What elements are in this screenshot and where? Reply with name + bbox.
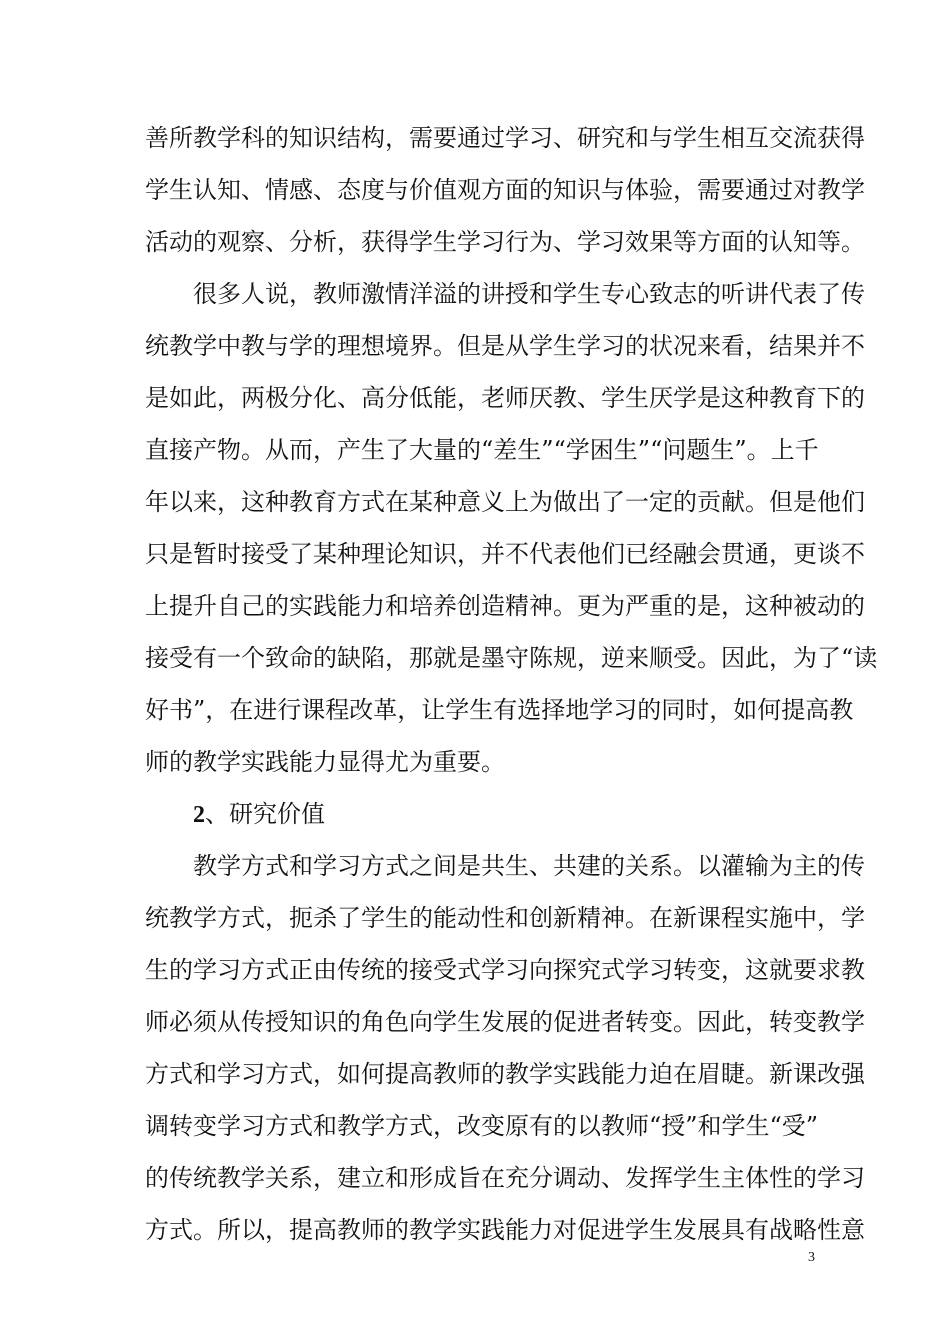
paragraph-line: 生的学习方式正由传统的接受式学习向探究式学习转变，这就要求教 <box>145 956 865 984</box>
paragraph-line: 调转变学习方式和教学方式，改变原有的以教师“授”和学生“受” <box>145 1112 819 1140</box>
paragraph-line: 方式和学习方式，如何提高教师的教学实践能力迫在眉睫。新课改强 <box>145 1060 865 1088</box>
paragraph-line: 年以来，这种教育方式在某种意义上为做出了一定的贡献。但是他们 <box>145 488 865 516</box>
paragraph-line: 好书”，在进行课程改革，让学生有选择地学习的同时，如何提高教 <box>145 696 854 724</box>
paragraph-line: 统教学中教与学的理想境界。但是从学生学习的状况来看，结果并不 <box>145 332 865 360</box>
paragraph-line: 师必须从传授知识的角色向学生发展的促进者转变。因此，转变教学 <box>145 1008 865 1036</box>
paragraph-line: 学生认知、情感、态度与价值观方面的知识与体验，需要通过对教学 <box>145 176 865 204</box>
section-heading <box>193 799 325 830</box>
paragraph-line: 上提升自己的实践能力和培养创造精神。更为严重的是，这种被动的 <box>145 592 865 620</box>
paragraph-line: 方式。所以，提高教师的教学实践能力对促进学生发展具有战略性意 <box>145 1216 865 1244</box>
paragraph-line: 统教学方式，扼杀了学生的能动性和创新精神。在新课程实施中，学 <box>145 904 865 932</box>
paragraph-line: 直接产物。从而，产生了大量的“差生”“学困生”“问题生”。上千 <box>145 436 819 464</box>
paragraph-line: 很多人说，教师激情洋溢的讲授和学生专心致志的听讲代表了传 <box>193 280 865 308</box>
paragraph-line: 只是暂时接受了某种理论知识，并不代表他们已经融会贯通，更谈不 <box>145 540 865 568</box>
paragraph-line: 师的教学实践能力显得尤为重要。 <box>145 748 505 776</box>
paragraph-line: 的传统教学关系，建立和形成旨在充分调动、发挥学生主体性的学习 <box>145 1164 865 1192</box>
paragraph-line: 教学方式和学习方式之间是共生、共建的关系。以灌输为主的传 <box>193 852 865 880</box>
paragraph-line: 善所教学科的知识结构，需要通过学习、研究和与学生相互交流获得 <box>145 124 865 152</box>
paragraph-line: 是如此，两极分化、高分低能，老师厌教、学生厌学是这种教育下的 <box>145 384 865 412</box>
section-heading-number: 2 <box>193 802 205 828</box>
paragraph-line: 活动的观察、分析，获得学生学习行为、学习效果等方面的认知等。 <box>145 228 865 256</box>
page-number: 3 <box>808 1250 815 1265</box>
paragraph-line: 接受有一个致命的缺陷，那就是墨守陈规，逆来顺受。因此，为了“读 <box>145 644 878 672</box>
section-heading-title: 、研究价值 <box>205 800 325 828</box>
